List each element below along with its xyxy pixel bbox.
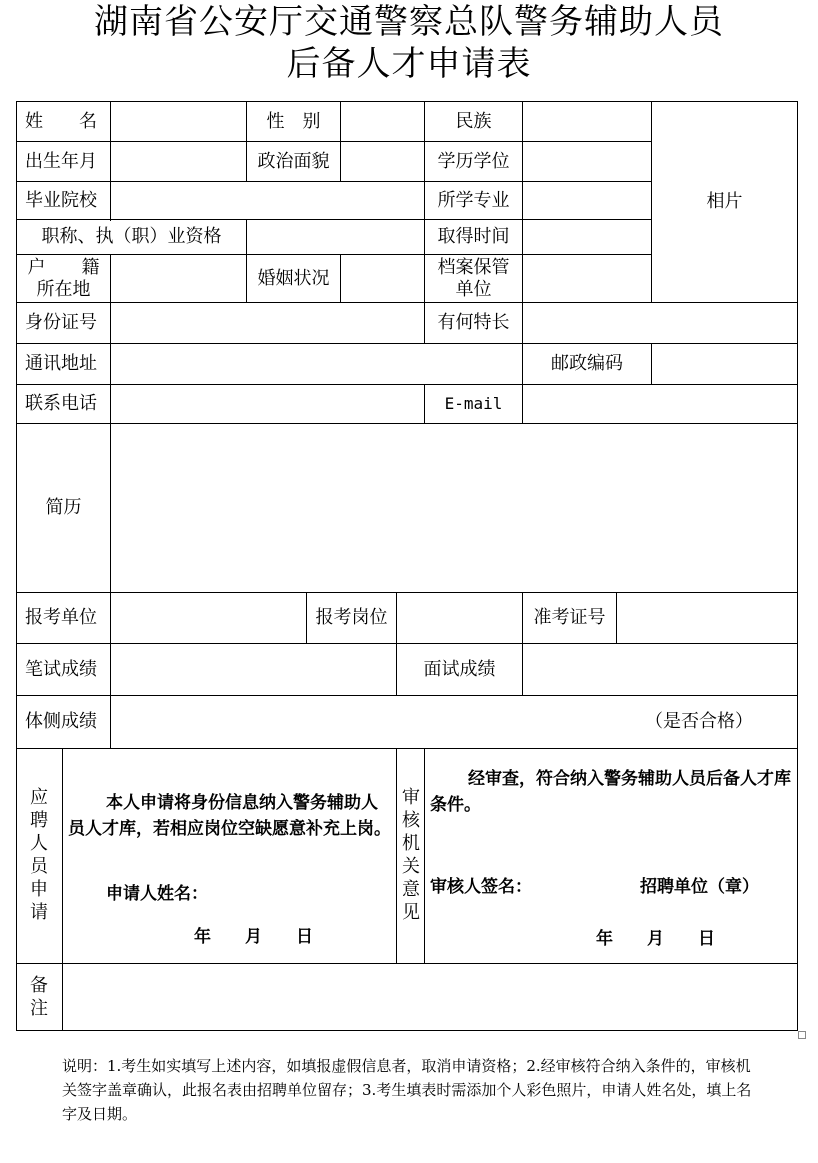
household-label-line2: 所在地	[36, 278, 91, 300]
applicant-label: 应聘人员申请	[30, 787, 48, 923]
major-label: 所学专业	[437, 189, 510, 211]
archive-field[interactable]	[523, 255, 651, 302]
table-resize-handle[interactable]	[798, 1031, 806, 1039]
instructions-note: 说明：1.考生如实填写上述内容，如填报虚假信息者，取消申请资格；2.经审核符合纳入条件的，审核机关签字盖章确认，此报名表由招聘单位留存；3.考生填表时需添加个人彩色照片，申请人姓名处，填上名字及日期。	[62, 1057, 752, 1123]
phone-field[interactable]	[111, 385, 424, 423]
education-field[interactable]	[523, 142, 651, 181]
email-field[interactable]	[523, 385, 797, 423]
specialty-label: 有何特长	[437, 312, 510, 333]
ethnicity-label: 民族	[455, 110, 492, 132]
household-label	[17, 255, 110, 302]
education-label: 学历学位	[437, 150, 510, 172]
id-number-label: 身份证号	[25, 312, 97, 333]
ethnicity-field[interactable]	[523, 102, 651, 141]
postcode-label: 邮政编码	[551, 353, 623, 374]
marital-field[interactable]	[341, 255, 424, 302]
obtained-time-field[interactable]	[523, 220, 651, 254]
postcode-field[interactable]	[652, 344, 797, 384]
political-label: 政治面貌	[257, 150, 330, 172]
review-label: 审核机关意见	[402, 787, 420, 923]
photo-box[interactable]: 相片	[706, 191, 743, 212]
qualification-label: 职称、执（职）业资格	[41, 226, 222, 247]
household-label-line1: 户 籍	[27, 256, 100, 278]
name-field[interactable]	[111, 102, 246, 141]
applicant-statement: 本人申请将身份信息纳入警务辅助人员人才库，若相应岗位空缺愿意补充上岗。	[68, 793, 391, 839]
obtained-time-label: 取得时间	[437, 226, 510, 247]
archive-label	[425, 255, 522, 302]
school-label: 毕业院校	[25, 189, 97, 211]
major-field[interactable]	[523, 182, 651, 219]
name-label: 姓 名	[25, 110, 97, 132]
marital-label: 婚姻状况	[257, 267, 330, 289]
physical-score-label: 体侧成绩	[25, 711, 97, 732]
apply-post-label: 报考岗位	[315, 607, 388, 628]
written-score-label: 笔试成绩	[25, 658, 97, 680]
apply-post-field[interactable]	[397, 593, 522, 643]
applicant-sign-label[interactable]: 申请人姓名：	[106, 884, 208, 904]
form-title-line1: 湖南省公安厅交通警察总队警务辅助人员	[94, 2, 724, 42]
birth-field[interactable]	[111, 142, 246, 181]
address-field[interactable]	[111, 344, 522, 384]
written-score-field[interactable]	[111, 644, 396, 695]
resume-field[interactable]	[111, 424, 797, 592]
school-field[interactable]	[111, 182, 424, 219]
archive-label-line2: 单位	[455, 278, 492, 300]
household-field[interactable]	[111, 255, 246, 302]
address-label: 通讯地址	[25, 353, 97, 374]
qualification-field[interactable]	[247, 220, 424, 254]
exam-no-label: 准考证号	[533, 607, 606, 628]
apply-unit-label: 报考单位	[25, 607, 97, 628]
archive-label-line1: 档案保管	[437, 256, 510, 278]
remark-field[interactable]	[63, 964, 797, 1030]
applicant-date[interactable]: 年 月 日	[194, 927, 313, 947]
id-number-field[interactable]	[111, 303, 424, 343]
review-sign-label[interactable]: 审核人签名：	[430, 877, 532, 897]
remark-label: 备注	[30, 975, 48, 1019]
phone-label: 联系电话	[25, 393, 97, 414]
email-label: E-mail	[444, 394, 503, 413]
interview-score-label: 面试成绩	[423, 658, 496, 680]
interview-score-field[interactable]	[523, 644, 797, 695]
resume-label: 简历	[45, 497, 82, 518]
political-field[interactable]	[341, 142, 424, 181]
qualified-note: （是否合格）	[645, 711, 753, 732]
specialty-field[interactable]	[523, 303, 797, 343]
gender-label: 性 别	[266, 110, 321, 132]
recruiting-unit-seal[interactable]: 招聘单位（章）	[640, 877, 759, 897]
apply-unit-field[interactable]	[111, 593, 306, 643]
form-title-line2: 后备人才申请表	[286, 44, 532, 84]
review-statement: 经审查，符合纳入警务辅助人员后备人才库条件。	[430, 769, 791, 815]
physical-score-field[interactable]	[111, 696, 797, 748]
gender-field[interactable]	[341, 102, 424, 141]
birth-label: 出生年月	[25, 150, 97, 172]
exam-no-field[interactable]	[617, 593, 797, 643]
review-date[interactable]: 年 月 日	[596, 929, 715, 949]
